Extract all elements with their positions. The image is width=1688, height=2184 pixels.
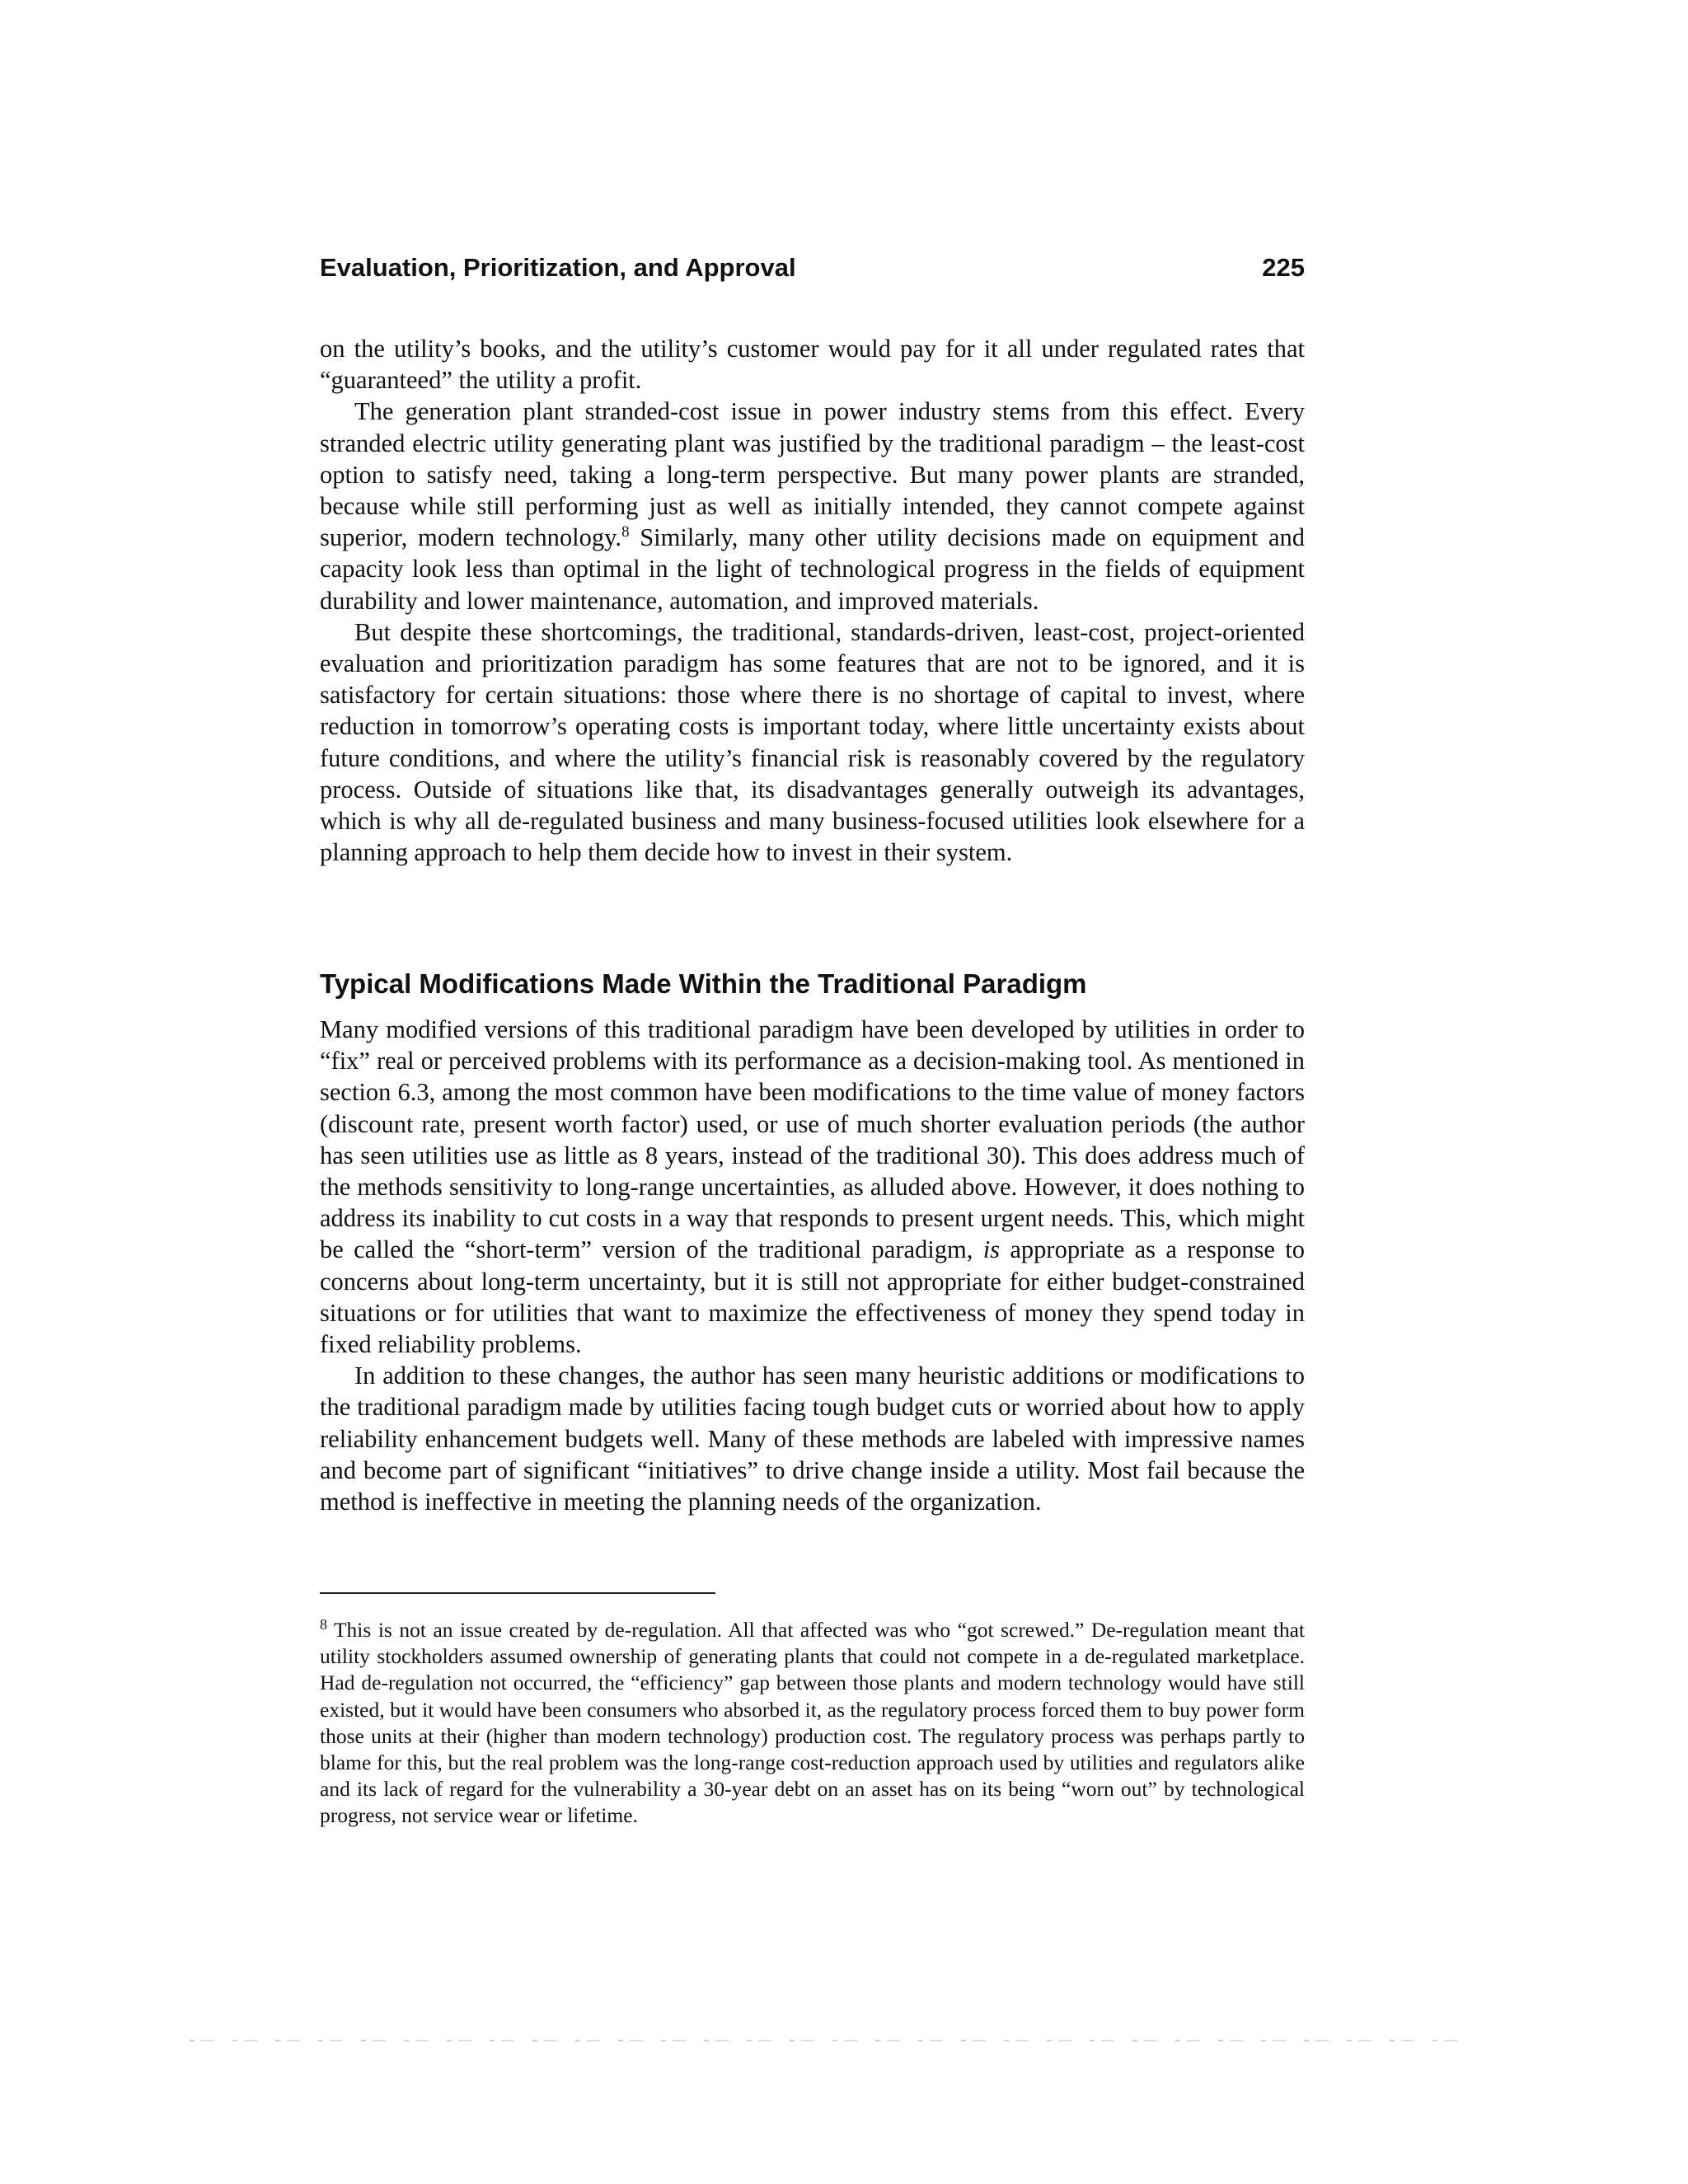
footnote-divider [320,1592,715,1594]
footnote-text: This is not an issue created by de-regulation. All that affected was who “got screwed.” De-regulation meant that utility stockholders assumed ownership of generating plants that could not compete in a de-regulated marketplace. Had de-regulation not occurred, the “efficiency” gap between those plants and modern technology would have still existed, but it would have been consumers who absorbed it, as the regulatory process forced them to buy power form those units at their (higher than modern technology) production cost. The regulatory process was perhaps partly to blame for this, but the real problem was the long-range cost-reduction approach used by utilities and regulators alike and its lack of regard for the vulnerability a 30-year debt on an asset has on its being “worn out” by technological progress, not service wear or lifetime. [320,1618,1305,1828]
paragraph-continuation: on the utility’s books, and the utility’s customer would pay for it all under regulated rates that “guaranteed” the utility a profit. [320,335,1305,395]
paragraph-stranded-cost [320,396,1305,616]
paragraph-text: Similarly, many other utility decisions made on equipment and capacity look less than optimal in the light of technological progress in the fields of equipment durability and lower maintenance, automation, and improved materials. [320,523,1306,615]
footnote-paragraph [320,1617,1305,1830]
section-heading: Typical Modifications Made Within the Traditional Paradigm [320,968,1087,999]
scan-artifact-line [190,2040,1475,2041]
paragraph-modified-versions [320,1014,1305,1360]
footnote-marker: 8 [320,1615,327,1633]
emphasis-text: is [982,1235,1001,1264]
footnote [320,1617,1305,1830]
footnote-reference: 8 [621,523,630,541]
page-number: 225 [1262,253,1305,282]
running-head [320,247,1305,288]
body-text-block-2 [320,1014,1305,1517]
paragraph-text: Many modified versions of this traditional paradigm have been developed by utilities in order to “fix” real or perceived problems with its performance as a decision-making tool. As mentioned in section 6.3, among the most common have been modifications to the time value of money factors (discount rate, present worth factor) used, or use of much shorter evaluation periods (the author has seen utilities use as little as 8 years, instead of the traditional 30). This does address much of the methods sensitivity to long-range uncertainties, as alluded above. However, it does nothing to address its inability to cut costs in a way that responds to present urgent needs. This, which might be called the “short-term” version of the traditional paradigm, [320,1015,1305,1264]
running-head-title: Evaluation, Prioritization, and Approval [320,253,796,282]
body-text-block-1 [320,333,1305,868]
paragraph-text: appropriate as a response to concerns about long-term uncertainty, but it is still not appropriate for either budget-constrained situations or for utilities that want to maximize the effectiveness of money they spend today in fixed reliability problems. [320,1235,1306,1359]
paragraph-text: The generation plant stranded-cost issue in power industry stems from this effect. Every stranded electric utility generating plant was justified by the traditional paradigm – the least-cost option to satisfy need, taking a long-term perspective. But many power plants are stranded, because while still performing just as well as initially intended, they cannot compete against superior, modern technology. [320,397,1305,552]
paragraph-heuristic-additions: In addition to these changes, the author has seen many heuristic additions or modifications to the traditional paradigm made by utilities facing tough budget cuts or worried about how to apply reliability enhancement budgets well. Many of these methods are labeled with impressive names and become part of significant “initiatives” to drive change inside a utility. Most fail because the method is ineffective in meeting the planning needs of the organization. [320,1361,1305,1516]
paragraph-shortcomings: But despite these shortcomings, the traditional, standards-driven, least-cost, project-oriented evaluation and prioritization paradigm has some features that are not to be ignored, and it is satisfactory for certain situations: those where there is no shortage of capital to invest, where reduction in tomorrow’s operating costs is important today, where little uncertainty exists about future conditions, and where the utility’s financial risk is reasonably covered by the regulatory process. Outside of situations like that, its disadvantages generally outweigh its advantages, which is why all de-regulated business and many business-focused utilities look elsewhere for a planning approach to help them decide how to invest in their system. [320,617,1305,867]
